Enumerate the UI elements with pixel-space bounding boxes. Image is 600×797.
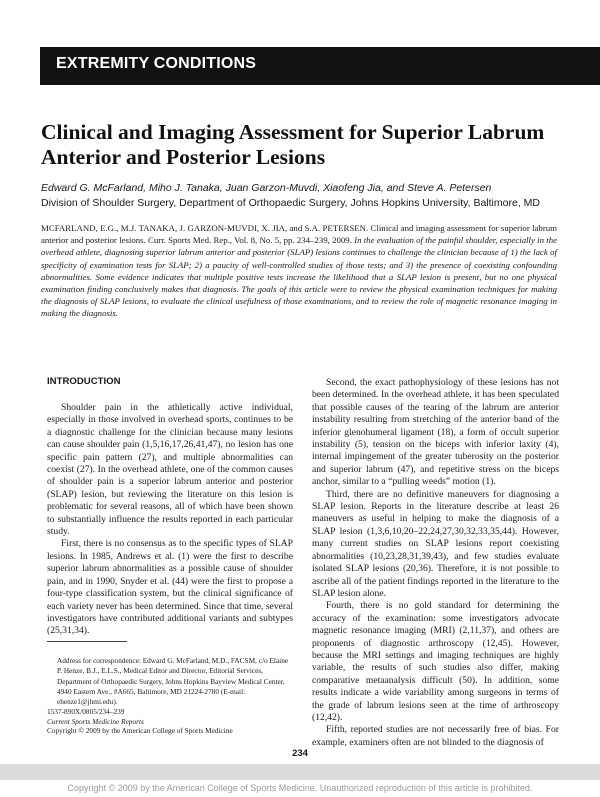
correspondence-note: Address for correspondence: Edward G. McFarland, M.D., FACSM, c/o Elaine P. Henze, B.J., E.L.S., Medical Editor and Director, Editorial Services, Department of Orthopaedic Surgery, Johns Hopkins Bayview Medical Center, 4940 Eastern Ave., #A665, Baltimore, MD 21224-2780 (E-mail: ehenze1@jhmi.edu).: [57, 656, 289, 707]
paragraph: Second, the exact pathophysiology of these lesions has not been determined. In the overhead athlete, it has been speculated that possible causes of the tearing of the labrum are anterior instability resulting from stretching of the anterior band of the inferior glenohumeral ligament (18), a form of occult superior instability (5), tension on the biceps with inferior laxity (4), internal impingement of the greater tuberosity on the posterior and superior labrum (47), and repetitive stress on the biceps anchor, similar to a “pulling weeds” motion (1).: [312, 377, 559, 488]
author-affiliation: Division of Shoulder Surgery, Department of Orthopaedic Surgery, Johns Hopkins University, Baltimore, MD: [41, 197, 540, 209]
section-heading: INTRODUCTION: [47, 376, 121, 387]
article-title: Clinical and Imaging Assessment for Superior Labrum Anterior and Posterior Lesions: [41, 120, 545, 169]
paragraph: Third, there are no definitive maneuvers for diagnosing a SLAP lesion. Reports in the literature describe at least 26 maneuvers as useful in helping to make the diagnosis of a SLAP lesion (1,3,6,10,20–22,24,27,30,32,33,35,44). However, many current studies on SLAP lesions report coexisting abnormalities (10,23,28,31,39,43), and few studies evaluate isolated SLAP lesions (20,36). Therefore, it is not possible to ascribe all of the patient findings reported in the literature to the SLAP lesion alone.: [312, 488, 559, 599]
journal-name: Current Sports Medicine Reports: [47, 716, 144, 726]
issn-line: 1537-890X/0805/234–239: [47, 707, 125, 716]
left-column: [47, 402, 293, 638]
paragraph: Shoulder pain in the athletically active individual, especially in those involved in overhead sports, continues to be a diagnostic challenge for the clinician because many lesions can cause shoulder pain (1,5,16,17,26,41,47), no lesion has one specific pain pattern (27), and multiple abnormalities can coexist (27). In the overhead athlete, one of the common causes of shoulder pain is a superior labrum anterior and posterior (SLAP) lesion, but reviewing the literature on this lesion is problematic for several reasons, all of which have been shown to substantially influence the results reported in each particular study.: [47, 402, 293, 538]
copyright-notice: Copyright © 2009 by the American College of Sports Medicine. Unauthorized reproduction of this article is prohibited.: [67, 783, 533, 793]
paragraph: Fourth, there is no gold standard for determining the accuracy of the examination: some investigators advocate magnetic resonance imaging (MRI) (2,11,37), and others are proponents of diagnostic arthroscopy (12,45). However, because the MRI settings and imaging techniques are highly variable, the results of such studies also differ, making comparative metaanalysis difficult (50). In addition, some results indicate a wide variability among surgeons in terms of the grade of labrum lesions seen at the time of arthroscopy (12,42).: [312, 600, 559, 723]
paragraph: First, there is no consensus as to the specific types of SLAP lesions. In 1985, Andrews et al. (1) were the first to describe superior labrum abnormalities as a possible cause of shoulder pain, and in 1990, Snyder et al. (44) were the first to propose a four-type classification system, but the clinical significance of each variety never has been determined. Since that time, several investigators have contributed additional variants and subtypes (25,31,34).: [47, 538, 293, 637]
right-column: [312, 377, 559, 749]
author-list: Edward G. McFarland, Miho J. Tanaka, Juan Garzon-Muvdi, Xiaofeng Jia, and Steve A. Petersen: [41, 182, 492, 194]
footer-bar: [0, 764, 600, 780]
abstract: [41, 222, 557, 320]
page-number: 234: [292, 748, 308, 759]
section-label: EXTREMITY CONDITIONS: [56, 55, 257, 72]
journal-copyright: Copyright © 2009 by the American College of Sports Medicine: [47, 726, 233, 736]
paragraph: Fifth, reported studies are not necessarily free of bias. For example, examiners often are not blinded to the diagnosis of: [312, 724, 559, 748]
section-banner: [40, 47, 600, 85]
abstract-body: In the evaluation of the painful shoulder, especially in the overhead athlete, diagnosing superior labrum anterior and posterior (SLAP) lesions continues to challenge the clinician because of 1) the lack of specificity of examination tests for SLAP; 2) a paucity of well-controlled studies of those tests; and 3) the presence of coexisting confounding abnormalities. Some evidence indicates that multiple positive tests increase the likelihood that a SLAP lesion is present, but no one physical examination finding conclusively makes that diagnosis. The goals of this article were to review the physical examination techniques for making the diagnosis of SLAP lesions, to evaluate the clinical usefulness of those examinations, and to review the role of magnetic resonance imaging in making the diagnosis.: [41, 235, 557, 319]
abstract-citation: MCFARLAND, E.G., M.J. TANAKA, J. GARZON-MUVDI, X. JIA, and S.A. PETERSEN. Clinical and imaging assessment for superior labrum anterior and posterior lesions. Curr. Sports Med. Rep., Vol. 8, No. 5, pp. 234–239, 2009.: [41, 223, 557, 246]
footnote-divider: [47, 641, 127, 642]
publication-info: [47, 707, 293, 736]
